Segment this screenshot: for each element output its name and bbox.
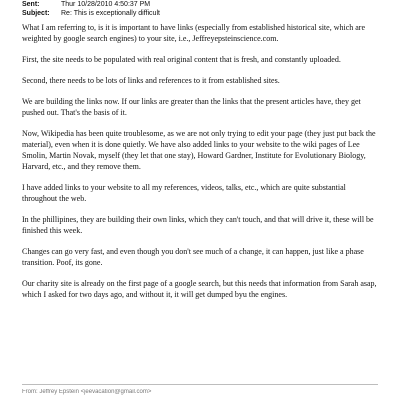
body-paragraph: I have added links to your website to all my references, videos, talks, etc., which are quite substantial throughout the web. [22,183,346,203]
body-paragraph: Changes can go very fast, and even though you don't see much of a change, it can happen, just like a phase transition. Poof, its gone. [22,247,364,267]
body-paragraph: What I am referring to, is it is important to have links (especially from established historical site, which are weighted by google search engines) to your site, i.e., Jeffreyepsteinscience.com. [22,23,366,43]
body-paragraph: First, the site needs to be populated with real original content that is fresh, and constantly uploaded. [22,55,341,64]
subject-label: Subject: [22,10,50,17]
sent-row [22,0,382,9]
footer-divider [22,384,378,385]
sent-label: Sent: [22,1,40,8]
sent-value: Thur 10/28/2010 4:50:37 PM [61,1,151,8]
cut-off-footer-text: From: Jeffrey Epstein <jeevacation@gmail.com> [22,389,152,395]
body-paragraph: Now, Wikipedia has been quite troublesome, as we are not only trying to edit your page (they just put back the material), even when it is done quietly. We have also added links to your website to the wiki pages of Lee Smolin, Martin Novak, myself (they let that one stay), Howard Gardner, Institute for Evolutionary Biology, Harvard, etc., and they remove them. [22,129,376,171]
subject-row [22,9,382,18]
email-header [22,0,382,18]
body-paragraph: Second, there needs to be lots of links and references to it from established sites. [22,76,280,85]
subject-value: Re: This is exceptionally difficult [61,10,160,17]
body-paragraph: We are building the links now. If our links are greater than the links that the present articles have, they get pushed out. That's the basis of it. [22,97,361,117]
body-paragraph: In the phillipines, they are building their own links, which they can't touch, and that will drive it, these will be finished this week. [22,215,374,235]
email-body [22,22,378,310]
body-paragraph: Our charity site is already on the first page of a google search, but this needs that information from Sarah asap, which I asked for two days ago, and without it, it will get dumped byu the engines. [22,279,377,299]
